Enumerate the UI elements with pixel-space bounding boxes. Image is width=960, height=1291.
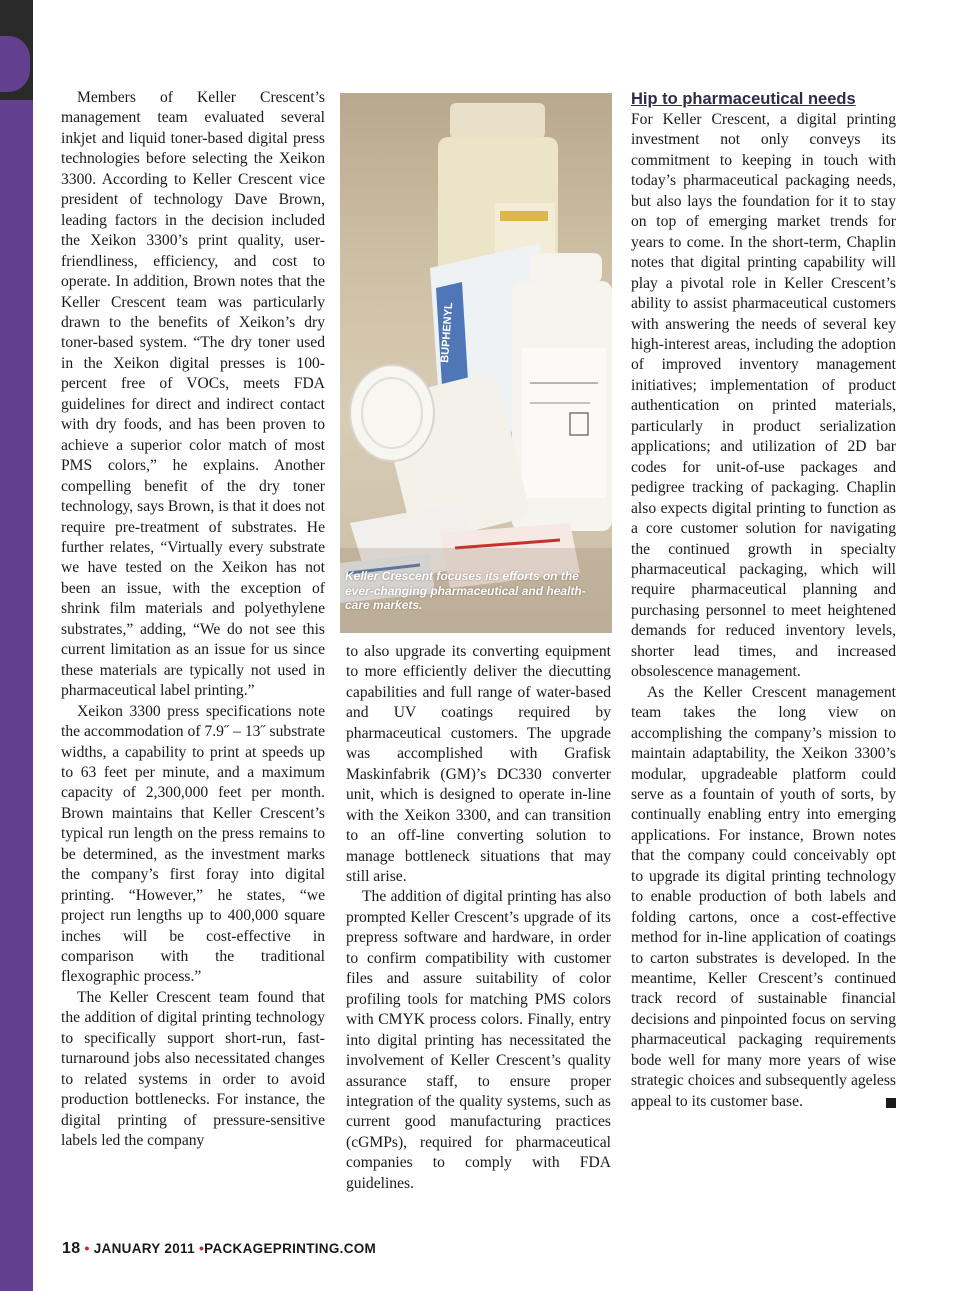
- section-heading: Hip to pharmaceutical needs: [631, 90, 856, 108]
- right-bottle-cap: [530, 253, 602, 283]
- left-accent-bar: [0, 0, 33, 1291]
- article-column-2: [346, 642, 611, 1194]
- right-bottle-label: [522, 348, 606, 498]
- end-of-article-square-icon: [886, 1098, 896, 1108]
- col1-paragraph-1: Members of Keller Crescent’s management team evaluated several inkjet and liquid toner-based digital press technologies before selecting the Xeikon 3300. According to Keller Crescent vice president of technology Dave Brown, leading factors in the decision included the Xeikon 3300’s print quality, user-friendliness, efficiency, and cost to operate. In addition, Brown notes that the Keller Crescent team was particularly drawn to the benefits of Xeikon’s dry toner-based system. “The dry toner used in the Xeikon digital presses is 100-percent free of VOCs, meets FDA guidelines for direct and indirect contact with dry foods, and has been proven to achieve a superior color match of most PMS colors,” he explains. Another compelling benefit of the dry toner technology, says Brown, is that it does not require pre-treatment of substrates. He further relates, “Virtually every substrate we have tested on the Xeikon has not been an issue, with the exception of shrink film materials and polyethylene substrates,” adding, “We do not see this current limitation as an issue for us since these materials are typically not used in pharmaceutical label printing.”: [61, 89, 325, 700]
- col2-paragraph-1: to also upgrade its converting equipment to more efficiently deliver the diecutting capabilities and full range of water-based and UV coatings required by pharmaceutical customers. The upgrade was accomplished with Grafisk Maskinfabrik (GM)’s DC330 converter unit, which is designed to operate in-line with the Xeikon 3300, and can transition to an off-line converting solution to manage bottleneck situations that may still arise.: [346, 643, 611, 885]
- back-bottle-cap: [450, 103, 545, 139]
- col1-paragraph-2: Xeikon 3300 press specifications note the accommodation of 7.9˝ – 13˝ substrate widths, a capability to print at speeds up to 63 feet per minute, and a maximum capacity of 2,300,000 feet per month. Brown maintains that Keller Crescent’s typical run length on the press remains to be determined, as the investment marks the company’s first foray into digital printing. “However,” he states, “we project run lengths up to 400,000 square inches will be cost-effective in comparison with the traditional flexographic process.”: [61, 702, 325, 986]
- carton-brand-text: BUPHENYL: [439, 302, 456, 364]
- footer-bullet-2: •: [198, 1240, 205, 1256]
- page-footer: [62, 1240, 376, 1258]
- site-name: PACKAGEPRINTING.COM: [204, 1241, 377, 1256]
- footer-bullet-1: •: [84, 1240, 90, 1256]
- col1-paragraph-3: The Keller Crescent team found that the addition of digital printing technology to specifically support short-run, fast-turnaround jobs also necessitated changes to related systems in order to avoid production bottlenecks. For instance, the digital printing of pressure-sensitive labels led the company: [61, 988, 325, 1150]
- pill-bottles-illustration: [340, 93, 612, 633]
- col3-paragraph-2-text: As the Keller Crescent management team takes the long view on accomplishing the company’s mission to maintain adaptability, the Xeikon 3300’s modular, upgradeable platform could serve as a fountain of youth of sorts, by continually enabling entry into emerging applications. For instance, Brown notes that the company could conceivably opt to upgrade its digital printing technology to enable production of both labels and folding cartons, once a cost-effective method for in-line application of coatings to carton substrates is developed. In the meantime, Keller Crescent’s continued track record of sustainable financial decisions and pinpointed focus on serving pharmaceutical packaging requirements bode well for many more years of wise strategic choices and subsequently ageless appeal to its customer base.: [631, 683, 896, 1110]
- page-number: 18: [62, 1240, 81, 1257]
- product-photo: [340, 93, 612, 633]
- article-column-3: [631, 88, 896, 1112]
- article-column-1: [61, 88, 325, 1152]
- col3-paragraph-1: For Keller Crescent, a digital printing investment not only conveys its commitment to keeping in touch with today’s pharmaceutical packaging needs, but also lays the foundation for it to stay on top of emerging market trends for years to come. In the short-term, Chaplin notes that digital printing capability will play a pivotal role in Keller Crescent’s ability to assist pharmaceutical customers with answering the needs of several key high-interest areas, including the adoption of improved inventory management initiatives; implementation of product authentication on printed materials, particularly in product serialization applications; and utilization of 2D bar codes for unit-of-use packages and pedigree tracking of packaging. Chaplin also expects digital printing to function as a core customer solution for navigating the continued growth in specialty pharmaceutical packaging, which will require pharmaceutical planning and purchasing personnel to meet heightened demands for reduced inventory levels, shorter lead times, and increased obsolescence management.: [631, 111, 896, 681]
- col2-paragraph-2: The addition of digital printing has also prompted Keller Crescent’s upgrade of its prepress software and hardware, in order to confirm compatibility with customer files and assure suitability of color profiling tools for matching PMS colors with CMYK process colors. Finally, entry into digital printing has necessitated the involvement of Keller Crescent’s quality assurance staff, to ensure proper integration of the quality systems, such as current good manufacturing practices (cGMPs), required for pharmaceutical companies to comply with FDA guidelines.: [346, 888, 611, 1192]
- issue-date: JANUARY 2011: [93, 1241, 195, 1256]
- col3-paragraph-2: [631, 683, 896, 1113]
- photo-caption: Keller Crescent focuses its efforts on the ever-changing pharmaceutical and health-care markets.: [345, 569, 586, 612]
- back-bottle-label-stripe: [500, 211, 548, 221]
